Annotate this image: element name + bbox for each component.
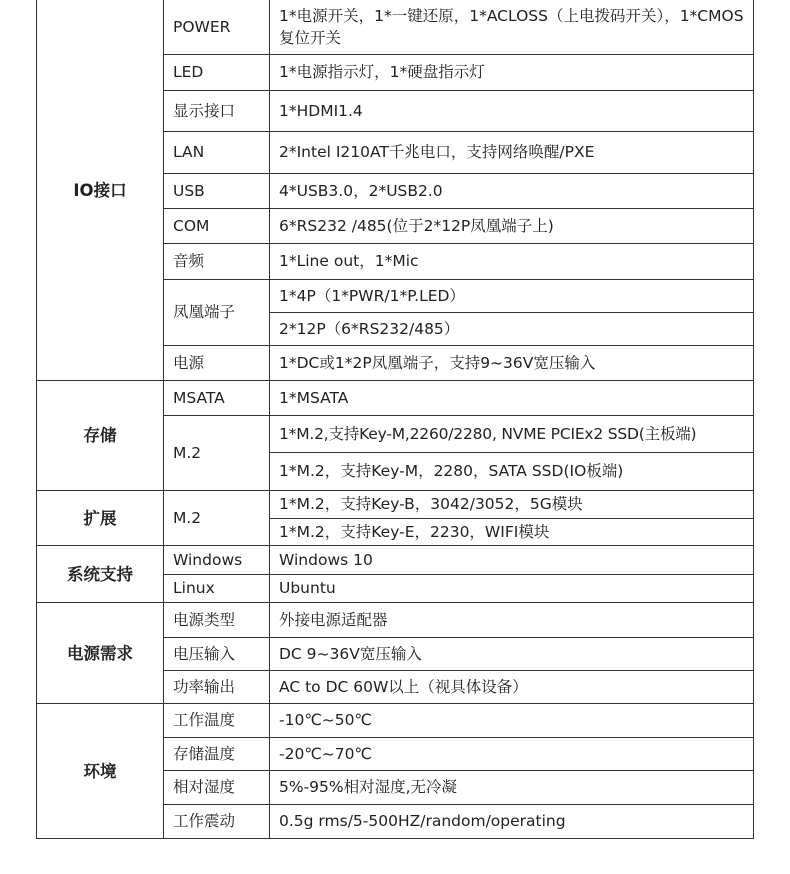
row-value: 2*12P（6*RS232/485） — [270, 313, 754, 346]
row-label: 相对湿度 — [164, 771, 270, 805]
row-value: 外接电源适配器 — [270, 603, 754, 638]
row-label: M.2 — [164, 416, 270, 491]
row-label: LED — [164, 55, 270, 91]
row-label: USB — [164, 174, 270, 209]
row-value: Ubuntu — [270, 575, 754, 603]
row-value: 1*Line out，1*Mic — [270, 244, 754, 280]
section-title-environment: 环境 — [37, 704, 164, 839]
table-row — [37, 603, 754, 638]
row-value: 4*USB3.0，2*USB2.0 — [270, 174, 754, 209]
row-value: Windows 10 — [270, 546, 754, 575]
section-title-io: IO接口 — [37, 0, 164, 381]
row-value: 5%-95%相对湿度,无冷凝 — [270, 771, 754, 805]
row-value: 6*RS232 /485(位于2*12P凤凰端子上) — [270, 209, 754, 244]
row-label: 音频 — [164, 244, 270, 280]
row-label: COM — [164, 209, 270, 244]
row-value: 1*M.2，支持Key-M，2280，SATA SSD(IO板端) — [270, 453, 754, 491]
row-label: 功率输出 — [164, 671, 270, 704]
spec-table — [36, 0, 754, 839]
table-row — [37, 381, 754, 416]
row-label: LAN — [164, 132, 270, 174]
row-value: 0.5g rms/5-500HZ/random/operating — [270, 805, 754, 839]
row-value: 2*Intel I210AT千兆电口，支持网络唤醒/PXE — [270, 132, 754, 174]
row-label: 工作震动 — [164, 805, 270, 839]
row-value: -10℃~50℃ — [270, 704, 754, 738]
table-row — [37, 546, 754, 575]
section-title-os: 系统支持 — [37, 546, 164, 603]
section-title-expansion: 扩展 — [37, 491, 164, 546]
row-label: 显示接口 — [164, 91, 270, 132]
row-value: 1*HDMI1.4 — [270, 91, 754, 132]
section-title-power: 电源需求 — [37, 603, 164, 704]
table-row — [37, 704, 754, 738]
row-value: -20℃~70℃ — [270, 738, 754, 771]
row-value: 1*DC或1*2P凤凰端子，支持9~36V宽压输入 — [270, 346, 754, 381]
row-label: Linux — [164, 575, 270, 603]
row-label: 工作温度 — [164, 704, 270, 738]
section-title-storage: 存储 — [37, 381, 164, 491]
table-row — [37, 491, 754, 519]
row-label: M.2 — [164, 491, 270, 546]
row-label: 凤凰端子 — [164, 280, 270, 346]
row-label: 电源类型 — [164, 603, 270, 638]
row-value: 1*4P（1*PWR/1*P.LED） — [270, 280, 754, 313]
row-label: 存储温度 — [164, 738, 270, 771]
row-label: 电源 — [164, 346, 270, 381]
row-label: POWER — [164, 0, 270, 55]
row-label: MSATA — [164, 381, 270, 416]
row-label: Windows — [164, 546, 270, 575]
row-value: 1*M.2，支持Key-B，3042/3052，5G模块 — [270, 491, 754, 519]
row-value: 1*电源开关，1*一键还原，1*ACLOSS（上电拨码开关），1*CMOS复位开关 — [270, 0, 754, 55]
table-row — [37, 0, 754, 55]
row-value: 1*M.2，支持Key-E，2230，WIFI模块 — [270, 519, 754, 546]
row-value: 1*M.2,支持Key-M,2260/2280, NVME PCIEx2 SSD(主板端) — [270, 416, 754, 453]
row-value: 1*MSATA — [270, 381, 754, 416]
row-value: DC 9~36V宽压输入 — [270, 638, 754, 671]
row-value: AC to DC 60W以上（视具体设备） — [270, 671, 754, 704]
row-value: 1*电源指示灯，1*硬盘指示灯 — [270, 55, 754, 91]
row-label: 电压输入 — [164, 638, 270, 671]
